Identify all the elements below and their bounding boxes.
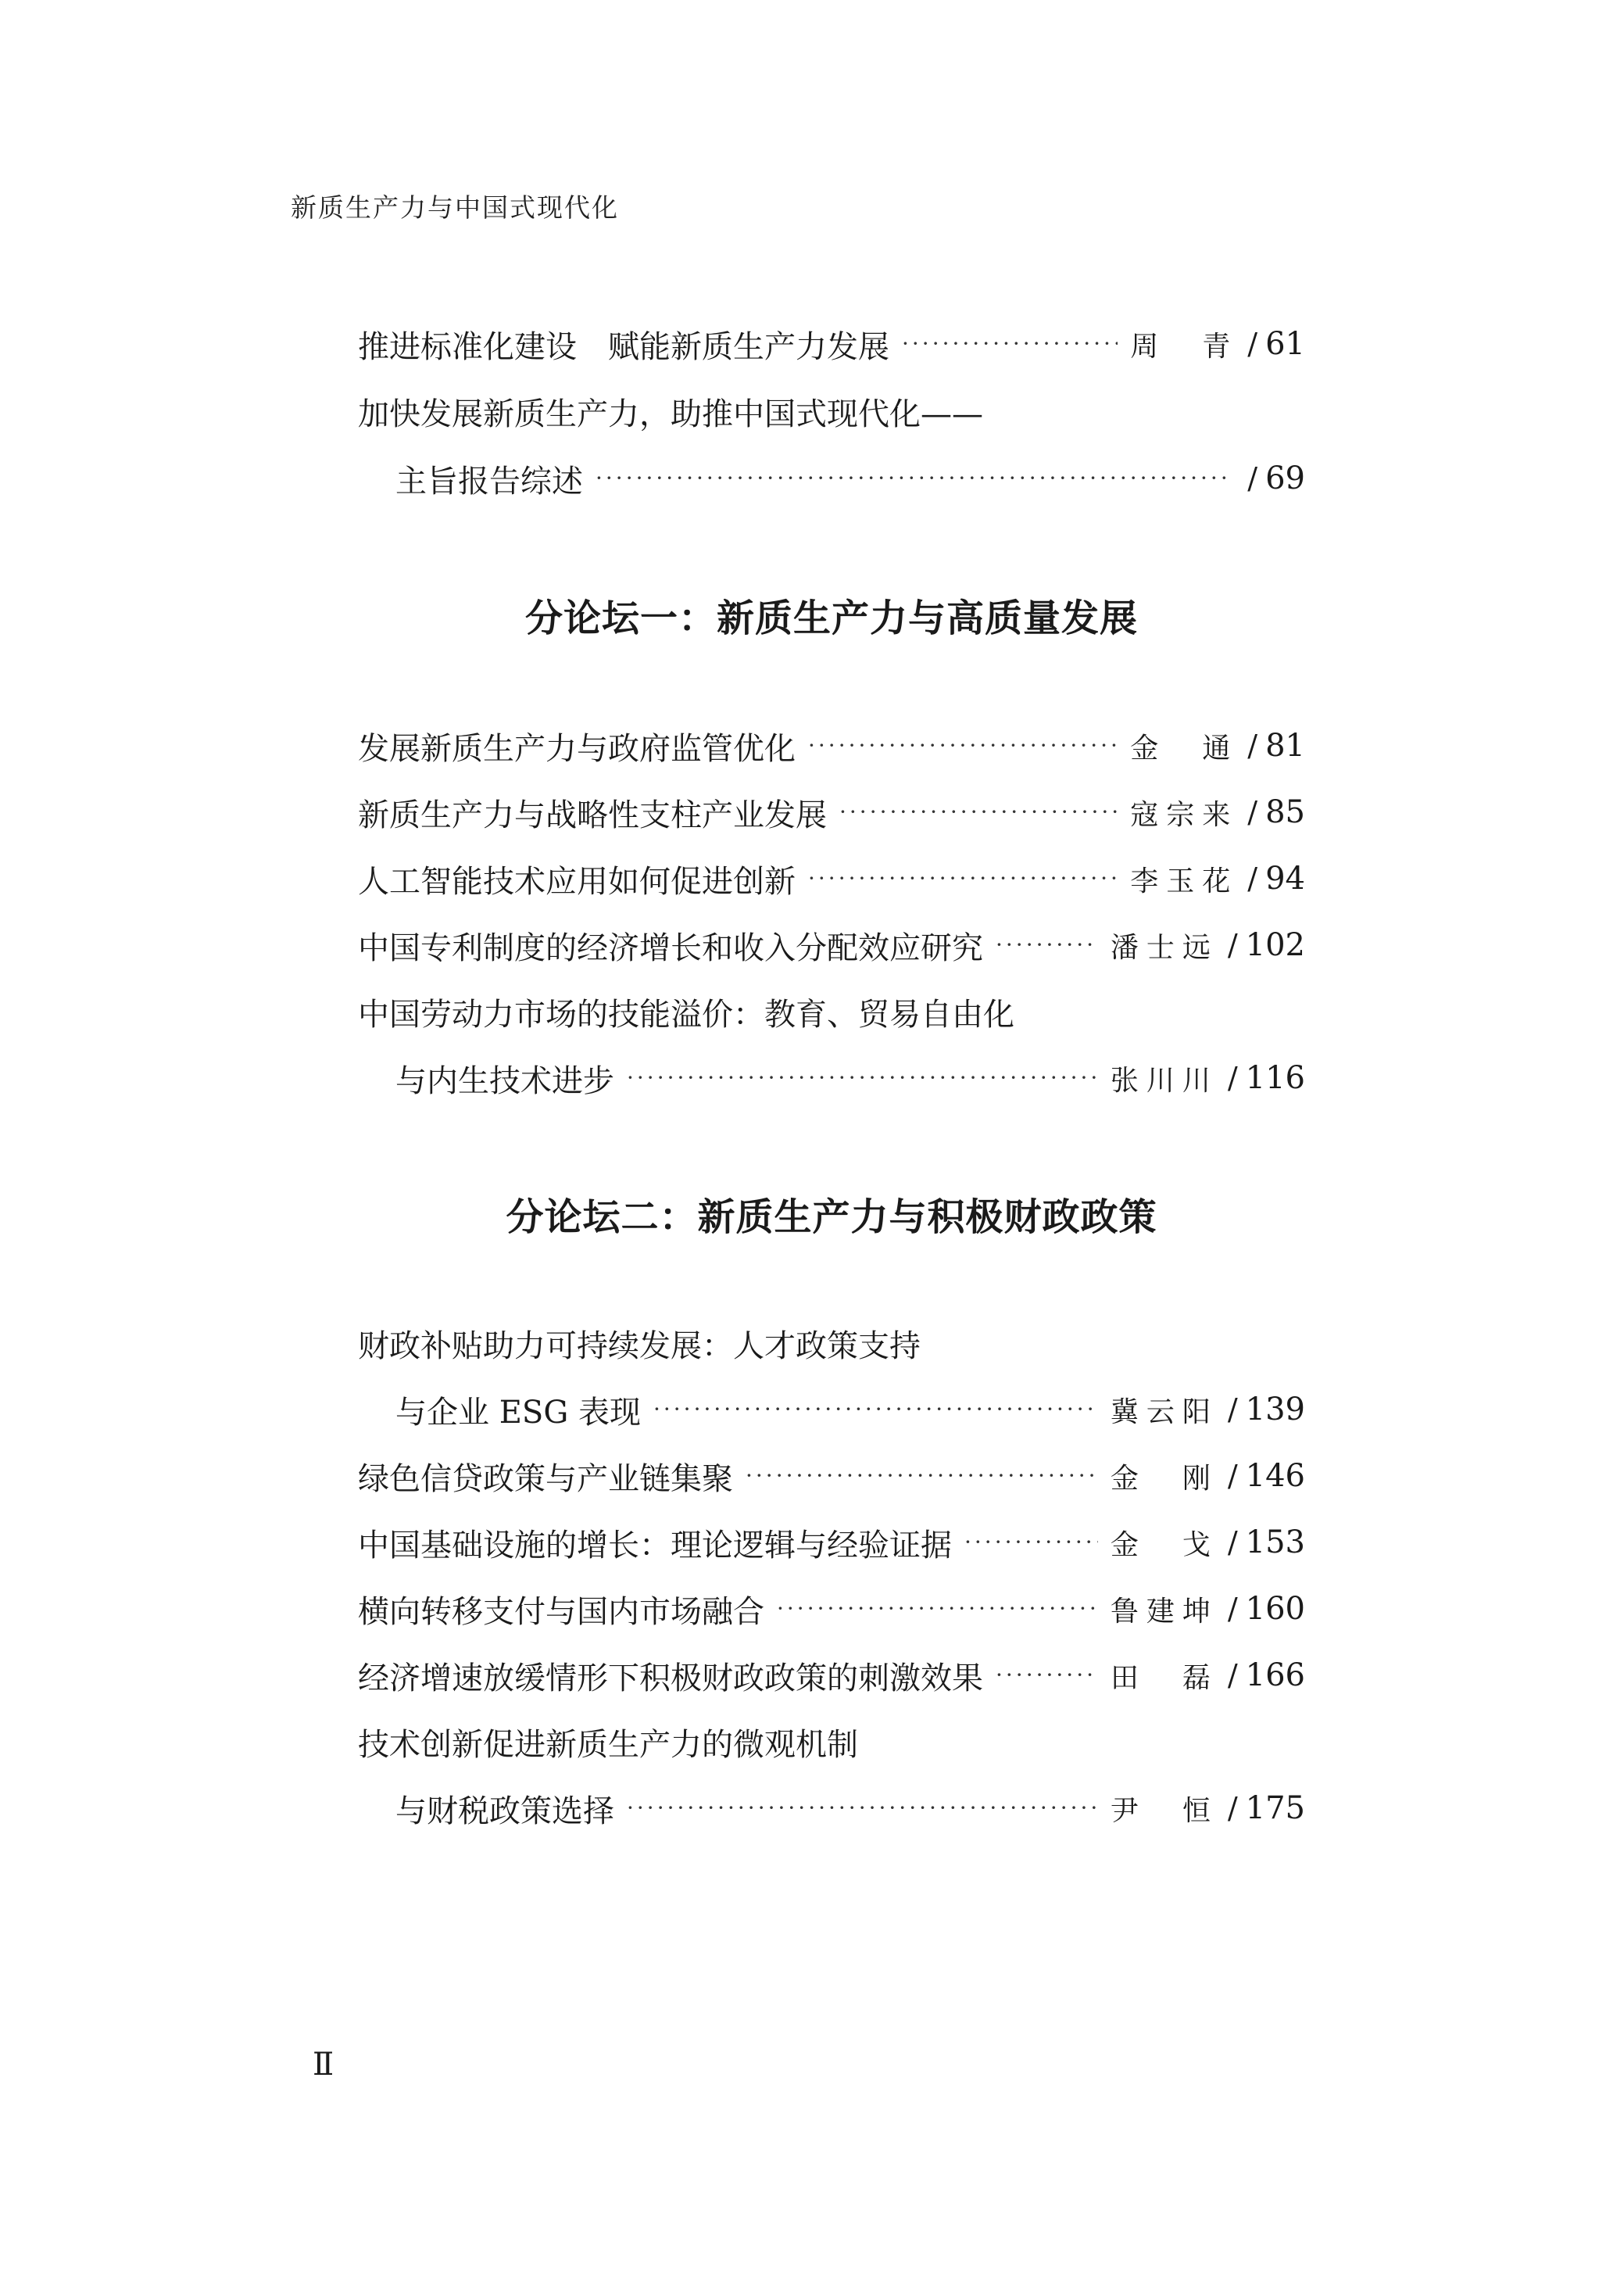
entry-title: 推进标准化建设 赋能新质生产力发展	[358, 328, 889, 365]
toc-entry[interactable]	[358, 722, 1305, 769]
toc-entry[interactable]	[358, 1652, 1305, 1699]
toc-entry[interactable]	[358, 455, 1305, 502]
dot-leader	[996, 1660, 1098, 1691]
entry-title: 横向转移支付与国内市场融合	[358, 1593, 764, 1630]
entry-page: / 175	[1223, 1790, 1305, 1826]
toc-entry[interactable]	[358, 321, 1305, 367]
entry-author: 金 戈	[1110, 1528, 1218, 1561]
dot-leader	[808, 730, 1118, 761]
entry-page: / 81	[1243, 728, 1305, 764]
dot-leader	[839, 797, 1118, 828]
entry-page: / 116	[1223, 1060, 1305, 1096]
entry-page: / 166	[1223, 1657, 1305, 1693]
entry-author: 张川川	[1110, 1064, 1218, 1097]
dot-leader	[964, 1527, 1098, 1558]
entry-page: / 153	[1223, 1524, 1305, 1560]
toc-entry[interactable]	[358, 1785, 1305, 1832]
entry-title-continued: 与内生技术进步	[395, 1062, 614, 1099]
toc-entry-line1[interactable]	[358, 1718, 858, 1765]
entry-title: 发展新质生产力与政府监管优化	[358, 730, 796, 767]
dot-leader	[996, 930, 1098, 961]
entry-author: 潘士远	[1110, 931, 1218, 964]
toc-entry-line1[interactable]	[358, 1320, 921, 1367]
entry-title: 绿色信贷政策与产业链集聚	[358, 1460, 733, 1497]
entry-page: / 85	[1243, 794, 1305, 830]
entry-page: / 61	[1243, 326, 1305, 362]
toc-entry[interactable]	[358, 1519, 1305, 1566]
entry-title-continued: 主旨报告综述	[395, 463, 583, 500]
entry-author: 金 刚	[1110, 1462, 1218, 1495]
entry-title: 人工智能技术应用如何促进创新	[358, 863, 796, 900]
entry-author: 冀云阳	[1110, 1395, 1218, 1428]
dot-leader	[902, 328, 1118, 360]
dot-leader	[808, 863, 1118, 894]
entry-title: 经济增速放缓情形下积极财政政策的刺激效果	[358, 1660, 983, 1696]
section-heading: 分论坛二：新质生产力与积极财政政策	[506, 1195, 1157, 1239]
toc-entry-line1[interactable]	[358, 388, 983, 435]
dot-leader	[746, 1460, 1098, 1492]
running-head: 新质生产力与中国式现代化	[291, 192, 619, 223]
entry-page: / 146	[1223, 1458, 1305, 1494]
page-number: Ⅱ	[313, 2047, 334, 2083]
dot-leader	[627, 1062, 1098, 1094]
entry-title: 新质生产力与战略性支柱产业发展	[358, 797, 827, 833]
entry-page: / 94	[1243, 861, 1305, 897]
toc-entry[interactable]	[358, 922, 1305, 969]
toc-entry-line1[interactable]	[358, 988, 1014, 1035]
entry-title: 中国专利制度的经济增长和收入分配效应研究	[358, 930, 983, 966]
entry-author: 寇宗来	[1130, 798, 1239, 831]
dot-leader	[627, 1793, 1098, 1824]
entry-author: 鲁建坤	[1110, 1595, 1218, 1628]
entry-author: 金 通	[1130, 732, 1239, 765]
entry-author: 尹 恒	[1110, 1794, 1218, 1827]
entry-title: 中国基础设施的增长：理论逻辑与经验证据	[358, 1527, 952, 1564]
toc-entry[interactable]	[358, 1055, 1305, 1101]
entry-page: / 102	[1223, 927, 1305, 963]
entry-author: 田 磊	[1110, 1661, 1218, 1694]
toc-entry[interactable]	[358, 855, 1305, 902]
section-heading: 分论坛一：新质生产力与高质量发展	[524, 596, 1138, 640]
entry-page: / 69	[1243, 460, 1305, 496]
entry-author: 周 青	[1130, 330, 1239, 363]
toc-entry[interactable]	[358, 1585, 1305, 1632]
entry-author: 李玉花	[1130, 865, 1239, 897]
dot-leader	[596, 463, 1225, 494]
entry-page: / 139	[1223, 1392, 1305, 1427]
entry-title-continued: 与企业 ESG 表现	[395, 1394, 641, 1431]
toc-entry[interactable]	[358, 1453, 1305, 1499]
entry-page: / 160	[1223, 1591, 1305, 1627]
entry-title: 加快发展新质生产力，助推中国式现代化——	[358, 396, 983, 432]
entry-title: 中国劳动力市场的技能溢价：教育、贸易自由化	[358, 996, 1014, 1033]
toc-entry[interactable]	[358, 1386, 1305, 1433]
dot-leader	[777, 1593, 1098, 1624]
toc-entry[interactable]	[358, 789, 1305, 836]
dot-leader	[653, 1394, 1098, 1425]
entry-title: 财政补贴助力可持续发展：人才政策支持	[358, 1327, 921, 1364]
entry-title: 技术创新促进新质生产力的微观机制	[358, 1726, 858, 1763]
entry-title-continued: 与财税政策选择	[395, 1793, 614, 1829]
